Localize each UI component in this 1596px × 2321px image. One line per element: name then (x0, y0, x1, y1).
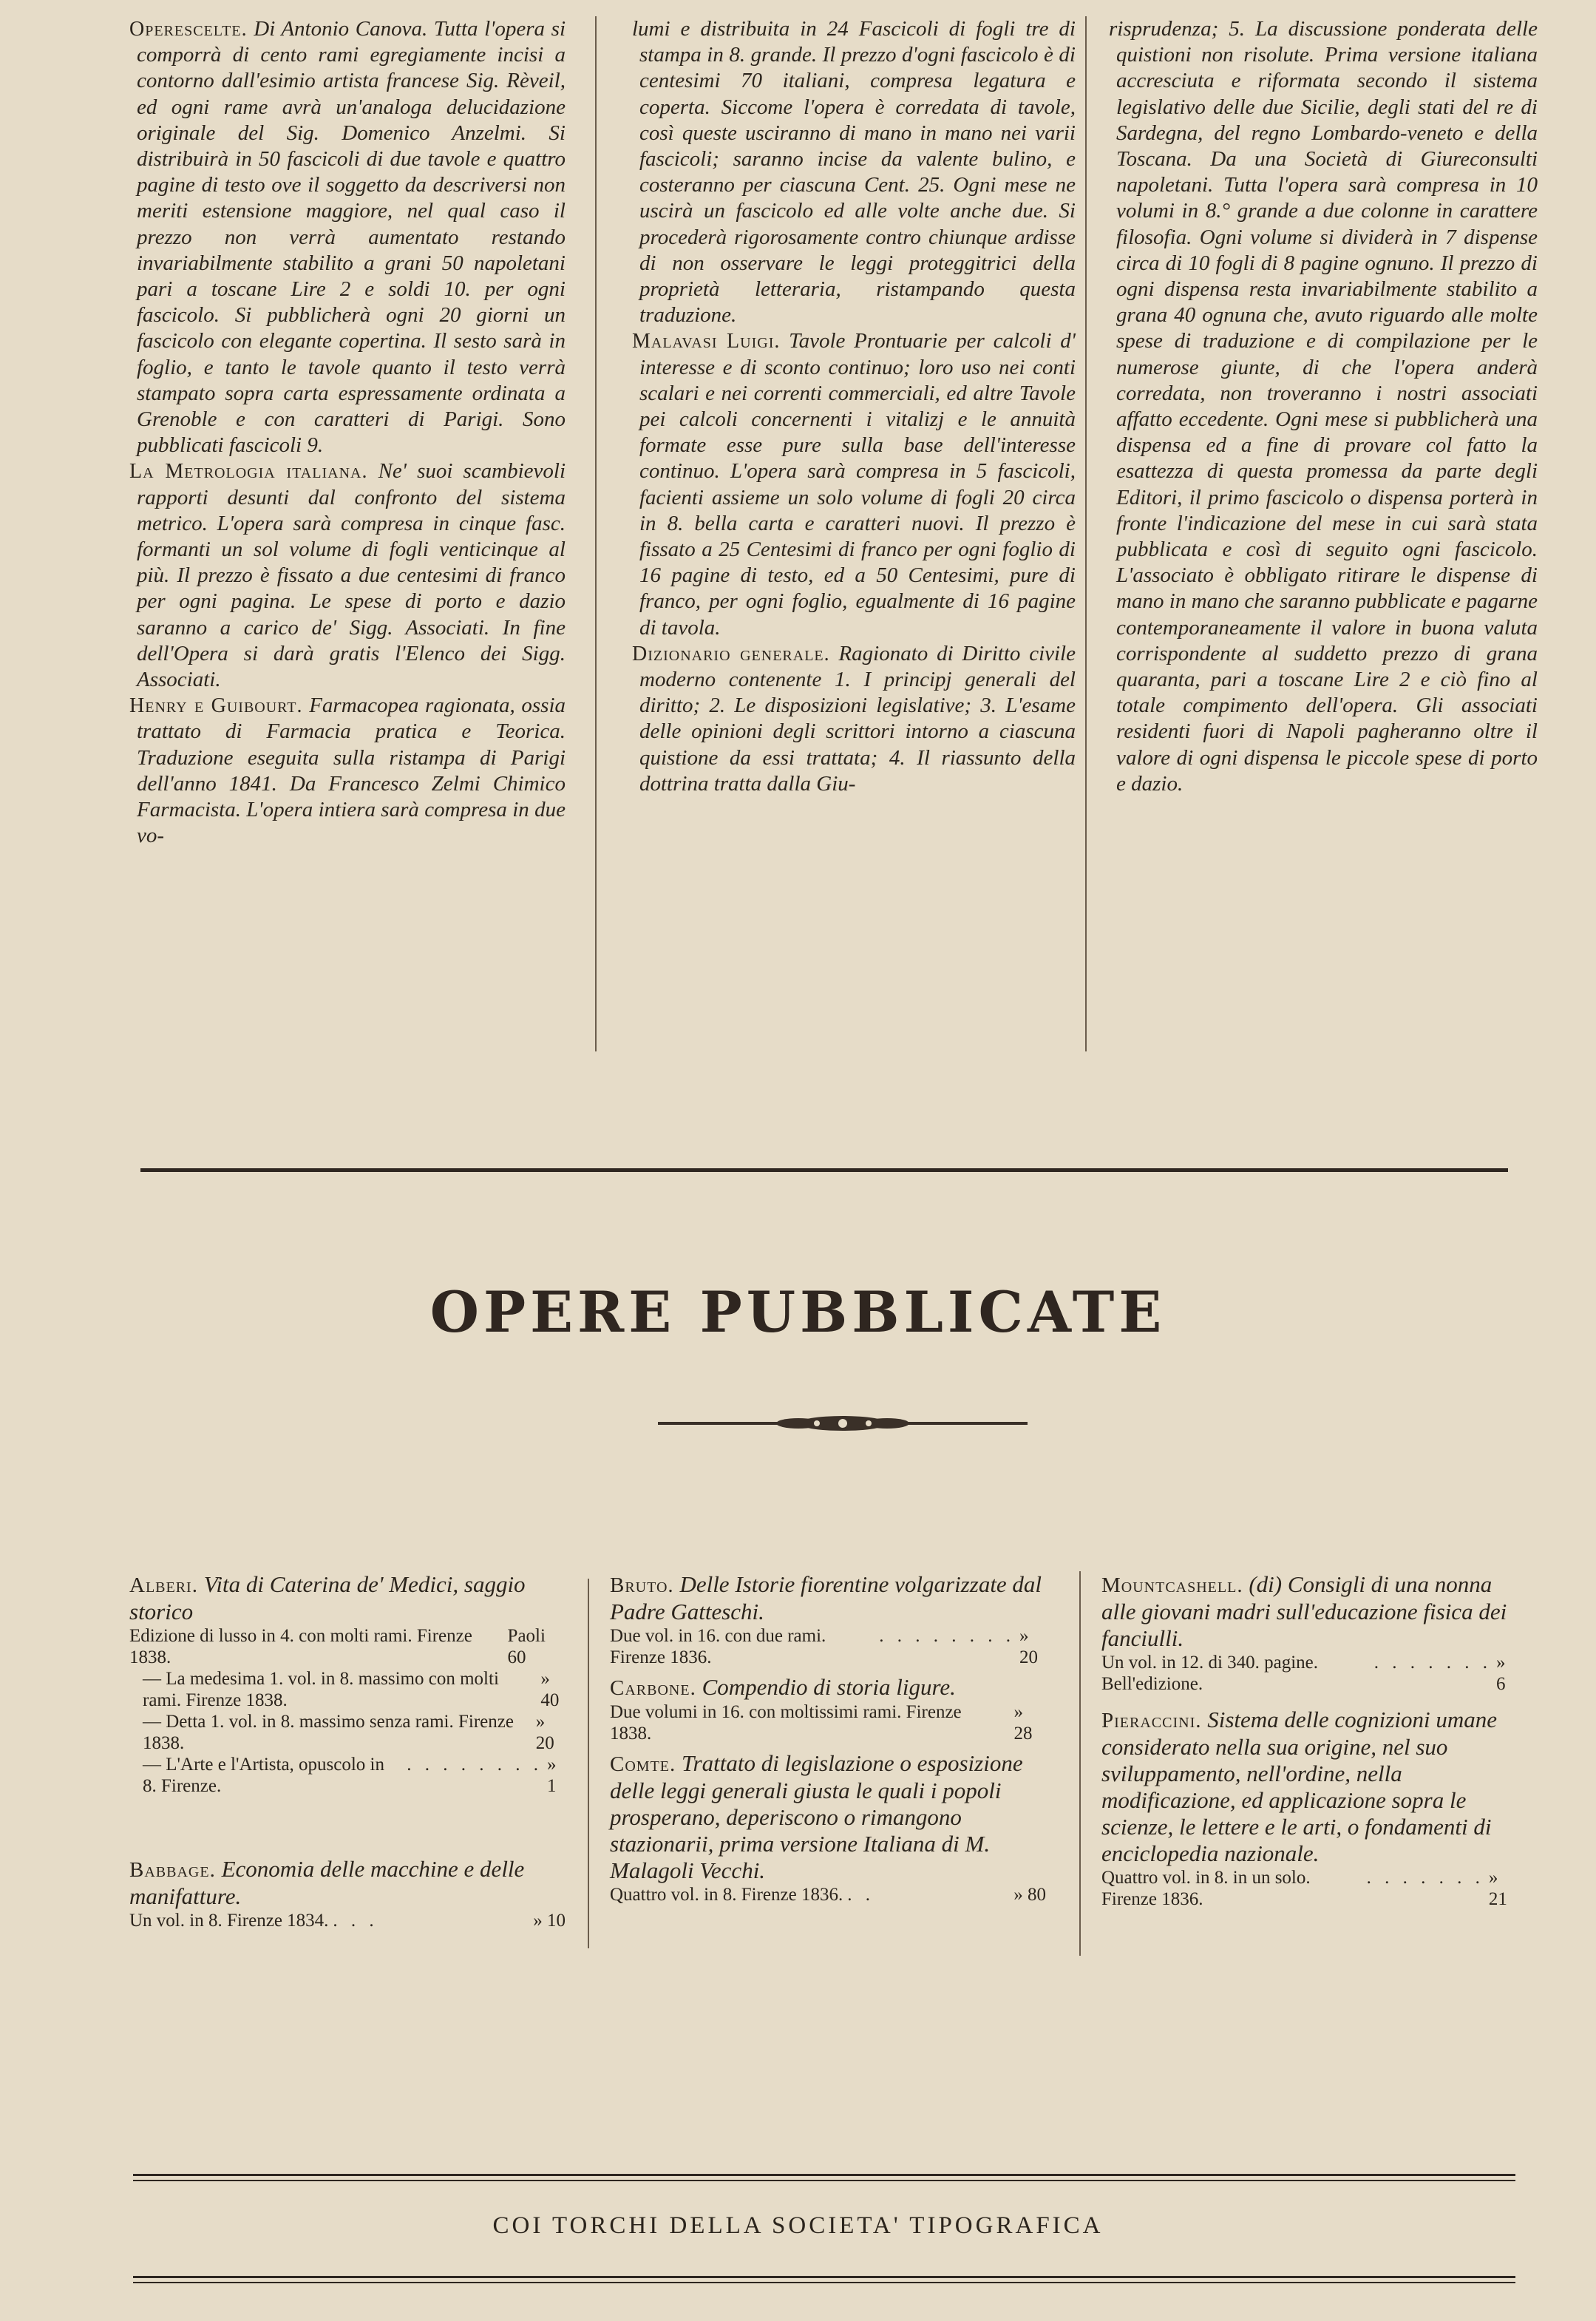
column-divider (588, 1579, 589, 1948)
column-2 (632, 16, 1076, 797)
edition-line: Due vol. in 16. con due rami. Firenze 1836. . . . . . . . . » 20 (610, 1626, 1039, 1667)
published-entry-babbage: Babbage. Economia delle macchine e delle manifatture. Un vol. in 8. Firenze 1834. . . . » 10 (129, 1856, 566, 1931)
imprint-rule-bottom (133, 2276, 1515, 2278)
section-title: OPERE PUBBLICATE (429, 1279, 1167, 1345)
published-entry-comte: Comte. Trattato di legislazione o esposizione delle leggi generali giusta le quali i popoli prosperano, deperiscono o rimangono stazionarii, prima versione Italiana di M. Malagoli Vecchi. Quattro vol. in 8. Firenze 1836. . . » 80 (610, 1750, 1046, 1905)
edition-line: Un vol. in 12. di 340. pagine. Bell'edizione. . . . . . . . » 6 (1101, 1653, 1506, 1694)
entry-continuation: lumi e distribuita in 24 Fascicoli di fogli tre di stampa in 8. grande. Il prezzo d'ogni fascicolo è di centesimi 70 italiani, compresa legatura e coperta. Siccome l'opera è corredata di tavole, così queste usciranno di mano in mano nei varii fascicoli; saranno incise da valente bulino, e costeranno per ciascuna Cent. 25. Ogni mese ne uscirà un fascicolo ed alle volte anche due. Si procederà rigorosamente contro chiunque ardisse di non osservare le leggi proteggitrici della proprietà letteraria, ristampando questa traduzione. (632, 17, 1076, 328)
edition-line: Due volumi in 16. con moltissimi rami. Firenze 1838. » 28 (610, 1702, 1033, 1744)
column-3 (1109, 16, 1538, 797)
edition-line: — Detta 1. vol. in 8. massimo senza rami. Firenze 1838. » 20 (143, 1712, 554, 1753)
published-column-2 (610, 1571, 1046, 1911)
published-column-1 (129, 1571, 566, 1937)
section-rule (140, 1168, 1508, 1172)
published-entry-carbone: Carbone. Compendio di storia ligure. Due volumi in 16. con moltissimi rami. Firenze 1838. » 28 (610, 1674, 1046, 1744)
column-divider (1079, 1571, 1081, 1956)
published-entry-bruto: Bruto. Delle Istorie fiorentine volgarizzate dal Padre Gatteschi. Due vol. in 16. con due rami. Firenze 1836. . . . . . . . . » 20 (610, 1571, 1046, 1668)
imprint-rule-top (133, 2174, 1515, 2176)
edition-line: — L'Arte e l'Artista, opuscolo in 8. Firenze. . . . . . . . . » 1 (143, 1755, 557, 1796)
announcements-columns (129, 16, 1538, 1066)
entry-malavasi: Malavasi Luigi. Tavole Prontuarie per calcoli d' interesse e di sconto continuo; loro uso nei conti scalari e nei correnti commerciali, ed altre Tavole pei calcoli concernenti i vitalizj e le annuità formate esse pure sulla base dell'interesse continuo. L'opera sarà compresa in 5 fascicoli, facienti assieme un solo volume di fogli 20 circa in 8. bella carta e caratteri nuovi. Il prezzo è fissato a 25 Centesimi di franco per ogni foglio di 16 pagine di testo, ed a 50 Centesimi, pure di franco, per ogni foglio, egualmente di 16 pagine di tavola. (632, 329, 1076, 640)
edition-line: Quattro vol. in 8. Firenze 1836. . . » 80 (610, 1885, 1046, 1905)
ornament-divider (658, 1409, 1028, 1438)
published-column-3 (1101, 1571, 1515, 1916)
column-divider (1085, 16, 1087, 1051)
entry-dizionario: Dizionario generale. Ragionato di Diritto civile moderno contenente 1. I principj generali del diritto; 2. Le disposizioni legislative; 3. L'esame delle opinioni degli scrittori intorno a ciascuna quistione da essi trattata; 4. Il riassunto della dottrina tratta dalla Giu- (632, 641, 1076, 796)
column-1 (129, 16, 566, 850)
imprint-line: COI TORCHI DELLA SOCIETA' TIPOGRAFICA (492, 2212, 1104, 2239)
entry-henry-guibourt: Henry e Guibourt. Farmacopea ragionata, ossia trattato di Farmacia pratica e Teorica. Traduzione eseguita sulla ristampa di Parigi dell'anno 1841. Da Francesco Zelmi Chimico Farmacista. L'opera intiera sarà compresa in due vo- (129, 694, 566, 848)
entry-metrologia: La Metrologia italiana. Ne' suoi scambievoli rapporti desunti dal confronto del sistema metrico. L'opera sarà compresa in cinque fasc. formanti un sol volume di fogli venticinque al più. Il prezzo è fissato a due centesimi di franco per ogni pagina. Le spese di porto e dazio saranno a carico de' Sigg. Associati. In fine dell'Opera si darà gratis l'Elenco dei Sigg. Associati. (129, 459, 566, 692)
edition-line: Quattro vol. in 8. in un solo. Firenze 1836. . . . . . . . » 21 (1101, 1868, 1507, 1909)
imprint-rule-bottom-thin (133, 2282, 1515, 2283)
published-entry-pieraccini: Pieraccini. Sistema delle cognizioni umane considerato nella sua origine, nel suo sviluppamento, nell'ordine, nella modificazione, ed applicazione sopra le scienze, le lettere e le arti, o fondamenti di enciclopedia nazionale. Quattro vol. in 8. in un solo. Firenze 1836. . . . . . . . » 21 (1101, 1707, 1515, 1910)
entry-opere-scelte: Operescelte. Di Antonio Canova. Tutta l'opera si comporrà di cento rami egregiamente incisi a contorno dall'esimio artista francese Sig. Rèveil, ed ogni rame avrà un'analoga delucidazione originale del Sig. Domenico Anzelmi. Si distribuirà in 50 fascicoli di due tavole e quattro pagine di testo ove il soggetto da descriversi non meriti estensione maggiore, nel qual caso il prezzo non verrà aumentato restando invariabilmente stabilito a grani 50 napoletani pari a toscane Lire 2 e soldi 10. per ogni fascicolo. Si pubblicherà ogni 20 giorni un fascicolo con elegante copertina. Il sesto sarà in foglio, e tanto le tavole quanto il testo verrà stampato sopra carta espressamente ordinata a Grenoble e con caratteri di Parigi. Sono pubblicati fascicoli 9. (129, 17, 566, 458)
edition-line: Edizione di lusso in 4. con molti rami. Firenze 1838. Paoli 60 (129, 1626, 546, 1667)
entry-continuation: risprudenza; 5. La discussione ponderata delle quistioni non risolute. Prima versione italiana accresciuta e riformata secondo il sistema legislativo delle due Sicilie, degli stati del re di Sardegna, del regno Lombardo-veneto e della Toscana. Da una Società di Giureconsulti napoletani. Tutta l'opera sarà compresa in 10 volumi in 8.° grande a due colonne in carattere filosofia. Ogni volume si dividerà in 7 dispense circa di 10 fogli di 8 pagine ognuno. Il prezzo di ogni dispensa resta invariabilmente stabilito a grana 40 ognuna che, avuto riguardo alle molte spese di traduzione e di compilazione per le numerose giunte, di che l'opera anderà corredata, non troveranno i nostri associati affatto eccedente. Ogni mese si pubblicherà una dispensa ed a fine di provare col fatto la esattezza di questa promessa da parte degli Editori, il primo fascicolo o dispensa porterà in fronte l'indicazione del mese in cui sarà stata pubblicata e così di seguito ogni fascicolo. L'associato è obbligato ritirare le dispense di mano in mano che saranno pubblicate e pagarne contemporaneamente il valore in buona valuta corrispondente al suddetto prezzo di grana quaranta, pari a toscane Lire 2 e ciò fino al totale compimento dell'opera. Gli associati residenti fuori di Napoli pagheranno oltre il valore di ogni dispensa le piccole spese di porto e dazio. (1109, 17, 1538, 796)
edition-line: Un vol. in 8. Firenze 1834. . . . » 10 (129, 1911, 566, 1931)
edition-line: — La medesima 1. vol. in 8. massimo con molti rami. Firenze 1838. » 40 (143, 1669, 560, 1710)
published-entry-mountcashell: Mountcashell. (di) Consigli di una nonna alle giovani madri sull'educazione fisica dei fanciulli. Un vol. in 12. di 340. pagine. Bell'edizione. . . . . . . . » 6 (1101, 1571, 1515, 1695)
published-works-columns (129, 1571, 1515, 1956)
column-divider (595, 16, 597, 1051)
imprint-rule-top-thin (133, 2180, 1515, 2181)
published-entry-alberi: Alberi. Vita di Caterina de' Medici, saggio storico Edizione di lusso in 4. con molti rami. Firenze 1838. Paoli 60 — La medesima 1. vol. in 8. massimo con molti rami. Firenze 1838. » 40 — Detta 1. vol. in 8. massimo senza rami. Firenze 1838. » 20 — L'Arte e l'Artista, opuscolo in 8. Firenze. . . . . . . . . » 1 (129, 1571, 566, 1797)
